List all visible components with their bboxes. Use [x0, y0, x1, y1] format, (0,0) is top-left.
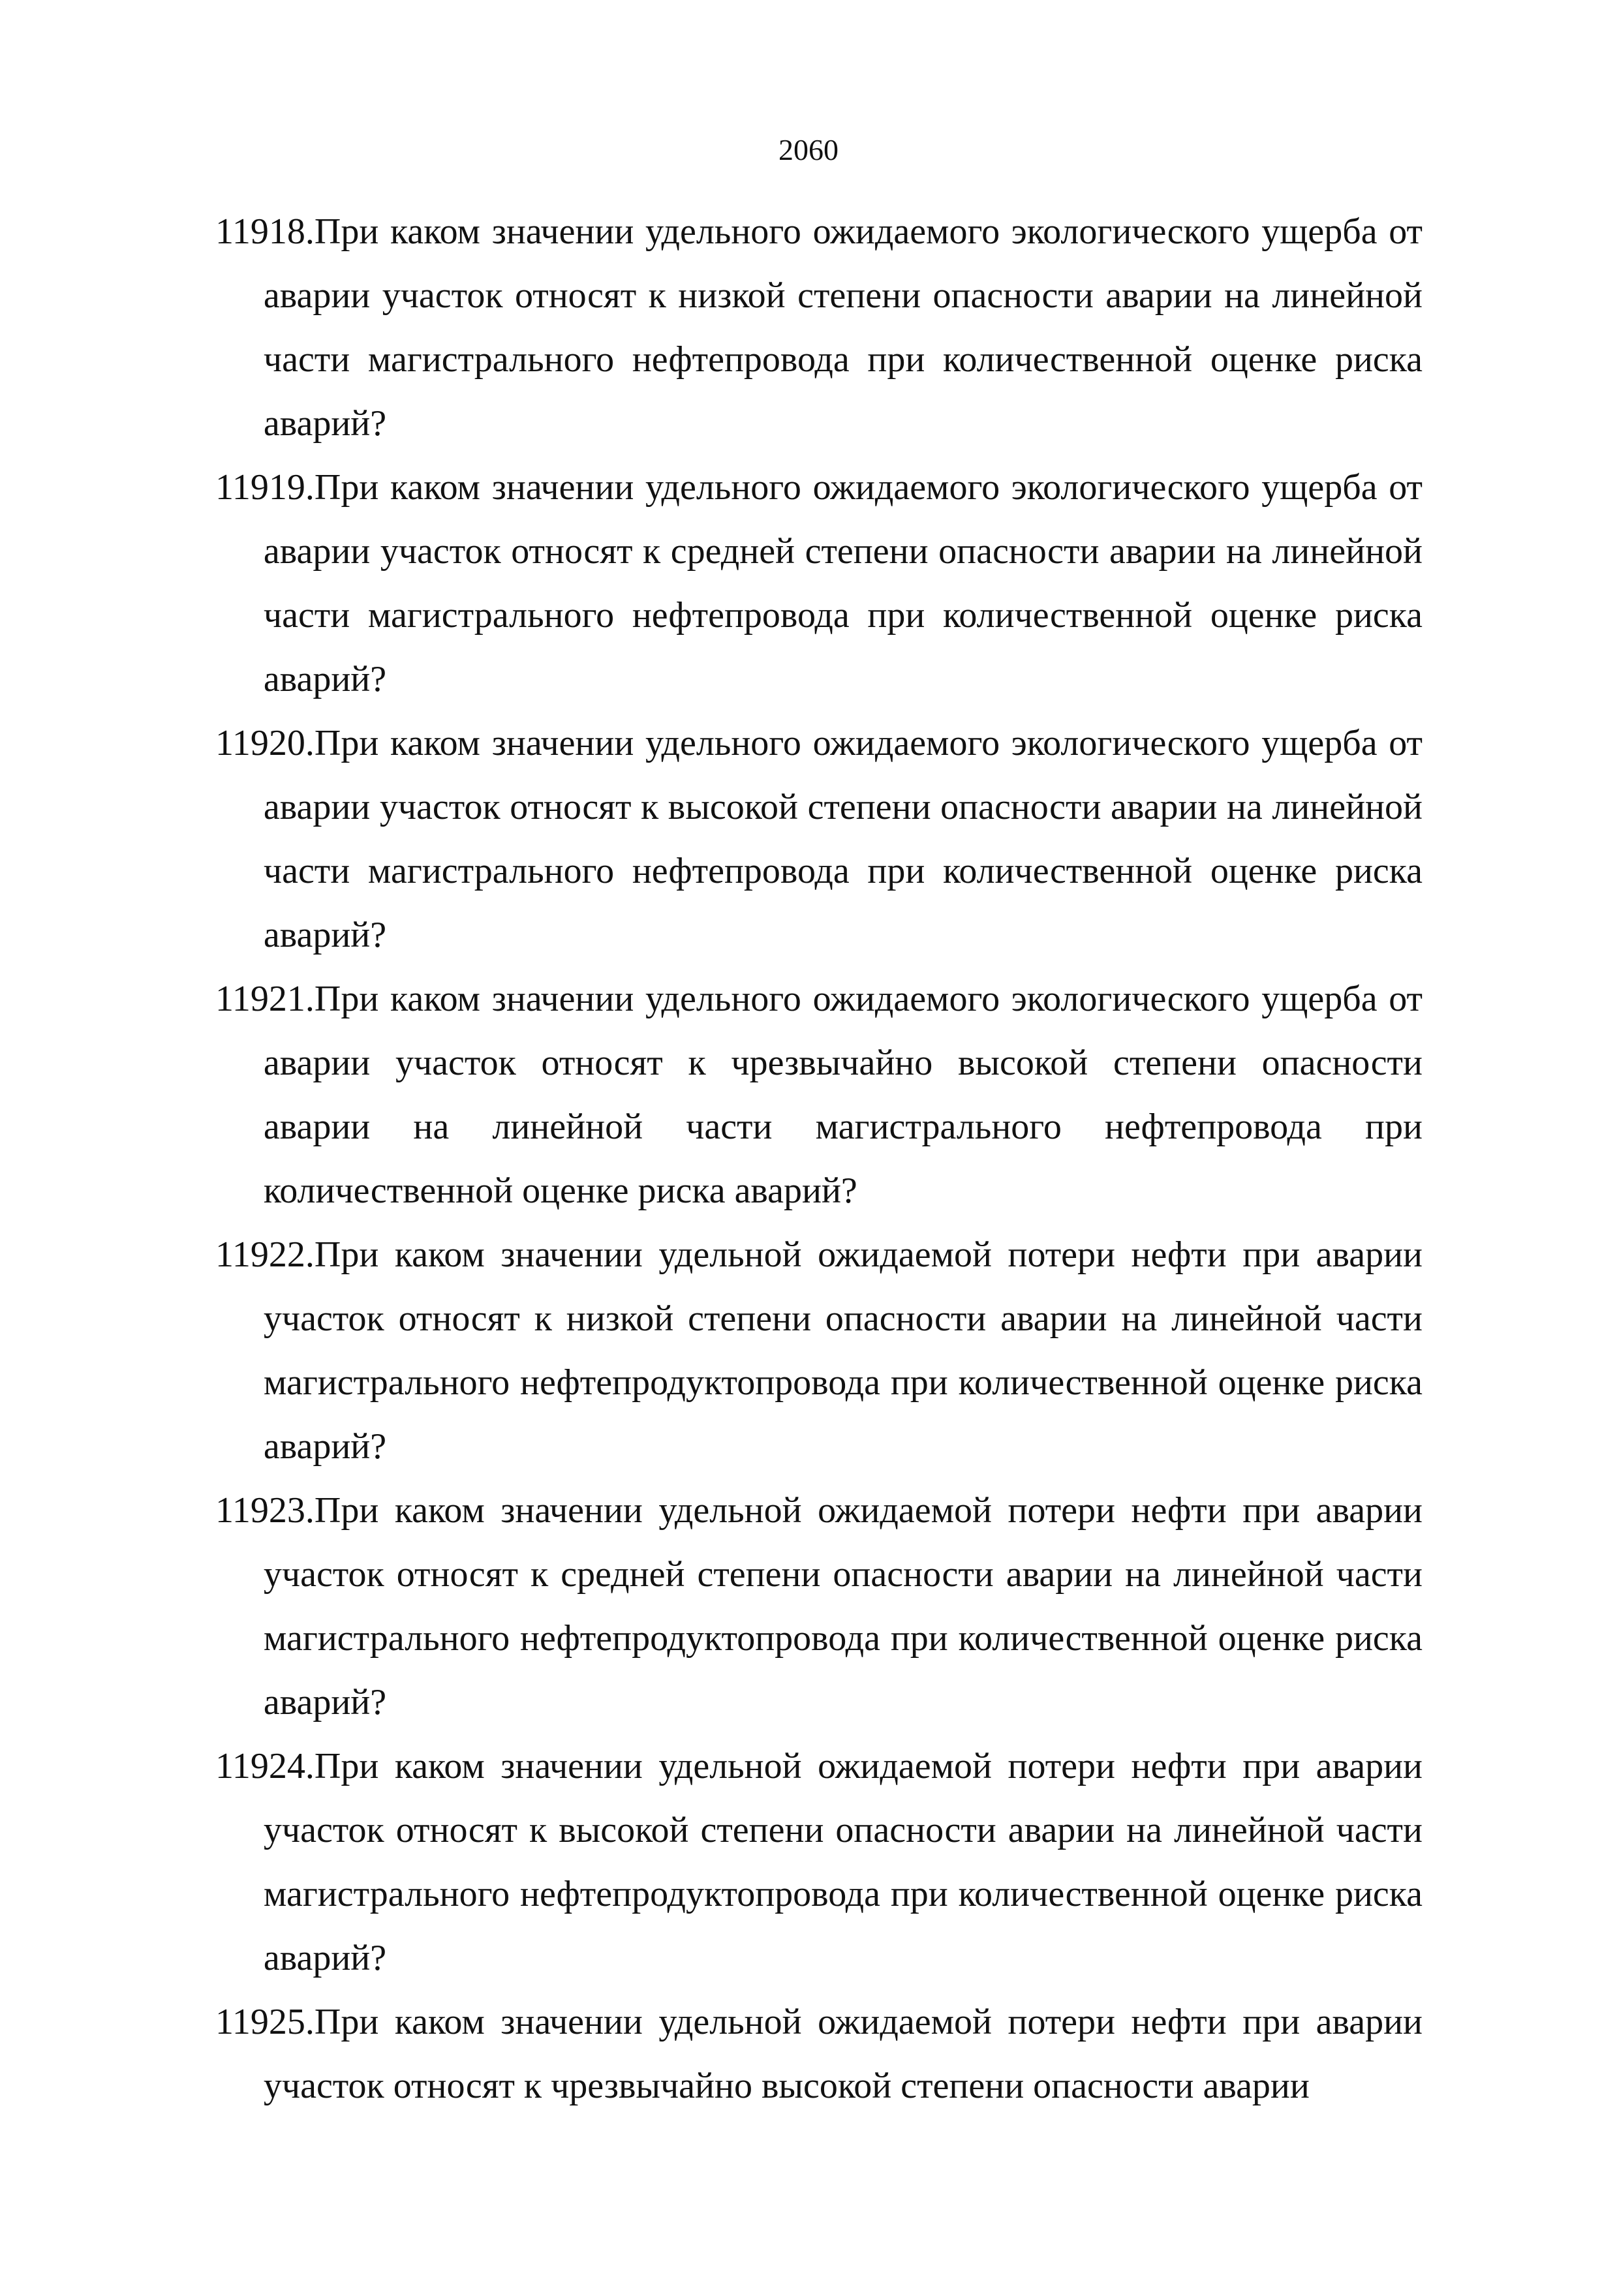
question-number: 11924. — [215, 1746, 315, 1786]
question-text: При каком значении удельного ожидаемого экологического ущерба от аварии участок относят к высокой степени опасности аварии на линейной части магистрального нефтепровода при количественной оценке риска аварий? — [263, 723, 1423, 955]
question-item — [215, 200, 1423, 455]
question-text: При каком значении удельной ожидаемой потери нефти при аварии участок относят к средней степени опасности аварии на линейной части магистрального нефтепродуктопровода при количественной оценке риска аварий? — [263, 1490, 1423, 1722]
question-item — [215, 1734, 1423, 1990]
question-item — [215, 1223, 1423, 1478]
question-text: При каком значении удельной ожидаемой потери нефти при аварии участок относят к низкой степени опасности аварии на линейной части магистрального нефтепродуктопровода при количественной оценке риска аварий? — [263, 1234, 1423, 1467]
question-item — [215, 967, 1423, 1223]
question-number: 11918. — [215, 211, 315, 252]
question-number: 11922. — [215, 1234, 315, 1275]
question-item — [215, 1990, 1423, 2118]
question-text: При каком значении удельной ожидаемой потери нефти при аварии участок относят к высокой степени опасности аварии на линейной части магистрального нефтепродуктопровода при количественной оценке риска аварий? — [263, 1746, 1423, 1978]
question-item — [215, 1478, 1423, 1734]
question-number: 11925. — [215, 2002, 315, 2042]
page-number: 2060 — [778, 133, 839, 166]
question-text: При каком значении удельного ожидаемого экологического ущерба от аварии участок относят к низкой степени опасности аварии на линейной части магистрального нефтепровода при количественной оценке риска аварий? — [263, 211, 1423, 444]
question-text: При каком значении удельного ожидаемого экологического ущерба от аварии участок относят к средней степени опасности аварии на линейной части магистрального нефтепровода при количественной оценке риска аварий? — [263, 467, 1423, 699]
question-text: При каком значении удельного ожидаемого экологического ущерба от аварии участок относят к чрезвычайно высокой степени опасности аварии на линейной части магистрального нефтепровода при количественной оценке риска аварий? — [263, 979, 1423, 1211]
question-list — [215, 200, 1423, 2118]
question-item — [215, 455, 1423, 711]
question-number: 11921. — [215, 979, 315, 1019]
question-number: 11920. — [215, 723, 315, 763]
question-number: 11923. — [215, 1490, 315, 1531]
question-item — [215, 711, 1423, 967]
question-number: 11919. — [215, 467, 315, 508]
question-text: При каком значении удельной ожидаемой потери нефти при аварии участок относят к чрезвычайно высокой степени опасности аварии — [263, 2002, 1423, 2106]
